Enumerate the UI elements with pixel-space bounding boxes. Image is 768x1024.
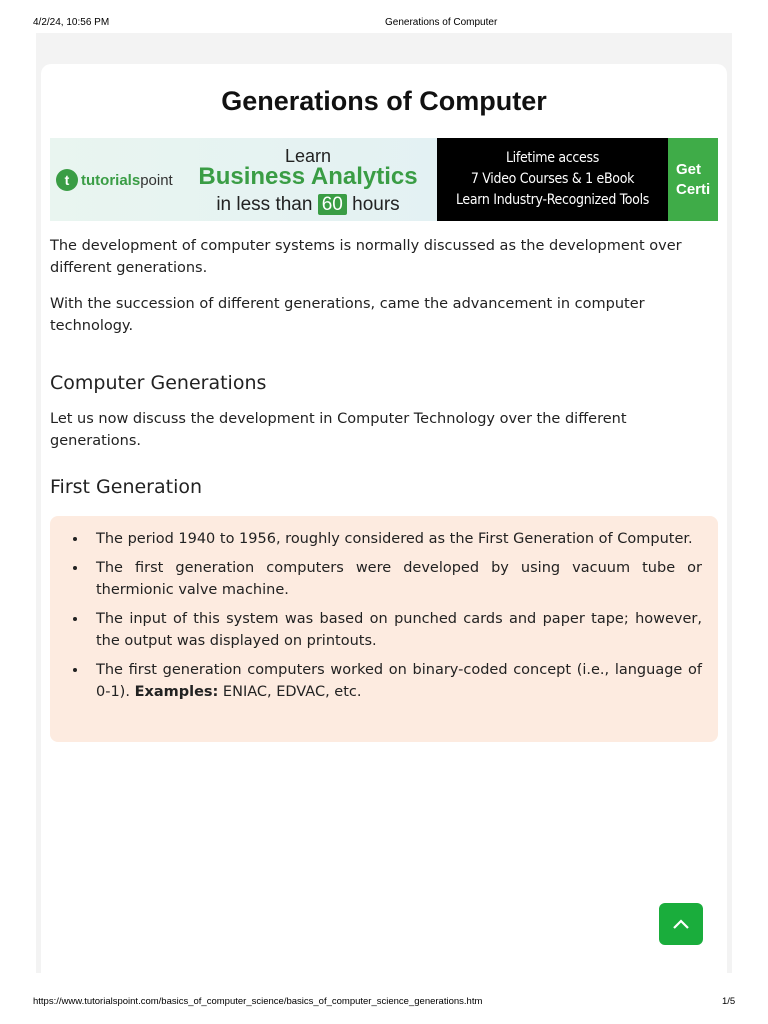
examples-label: Examples:: [134, 684, 219, 700]
heading-computer-generations: Computer Generations: [50, 372, 267, 394]
banner-line3: Learn Industry-Recognized Tools: [455, 192, 650, 208]
ad-banner[interactable]: [50, 138, 718, 221]
banner-hours-num: 60: [318, 194, 347, 215]
cta-line1: Get: [676, 161, 702, 178]
banner-cta[interactable]: [668, 138, 718, 221]
scroll-to-top-button[interactable]: [659, 903, 703, 945]
intro-paragraph-2: With the succession of different generations, came the advancement in computer technology.: [50, 296, 645, 334]
list-item: [88, 659, 702, 703]
banner-hours: hours: [352, 194, 400, 215]
banner-less-than: in less than: [216, 194, 313, 215]
intro-paragraph-1: The development of computer systems is normally discussed as the development over different generations.: [50, 238, 682, 276]
cta-line2: Certi: [676, 181, 711, 198]
print-page-number: 1/5: [722, 996, 736, 1007]
list-item: • The input of this system was based on punched cards and paper tape; however, the output was displayed on printouts.: [88, 608, 702, 652]
heading-first-generation: First Generation: [50, 476, 203, 498]
chevron-up-icon: [672, 918, 690, 930]
print-url: https://www.tutorialspoint.com/basics_of_computer_science/basics_of_computer_science_generations.htm: [33, 996, 483, 1007]
logo-text-a: tutorials: [81, 171, 141, 189]
tutorialspoint-logo: [56, 169, 173, 191]
banner-learn: Learn: [284, 146, 332, 166]
print-title: Generations of Computer: [385, 17, 498, 28]
list-item: • The period 1940 to 1956, roughly considered as the First Generation of Computer.: [88, 528, 702, 550]
list-item-text: The first generation computers worked on binary-coded concept (i.e., language of 0-1).: [96, 662, 702, 700]
print-datetime: 4/2/24, 10:56 PM: [33, 17, 110, 28]
banner-course: Business Analytics: [198, 163, 418, 190]
examples-text: ENIAC, EDVAC, etc.: [218, 684, 362, 700]
logo-text-b: point: [140, 171, 173, 189]
list-item: • The first generation computers were developed by using vacuum tube or thermionic valve machine.: [88, 557, 702, 601]
section1-paragraph: Let us now discuss the development in Computer Technology over the different generations.: [50, 411, 627, 449]
banner-line1: Lifetime access: [505, 150, 600, 166]
page-title: Generations of Computer: [221, 86, 547, 116]
first-generation-list-box: [50, 516, 718, 742]
banner-line2: 7 Video Courses & 1 eBook: [470, 171, 635, 187]
logo-icon: t: [56, 169, 78, 191]
